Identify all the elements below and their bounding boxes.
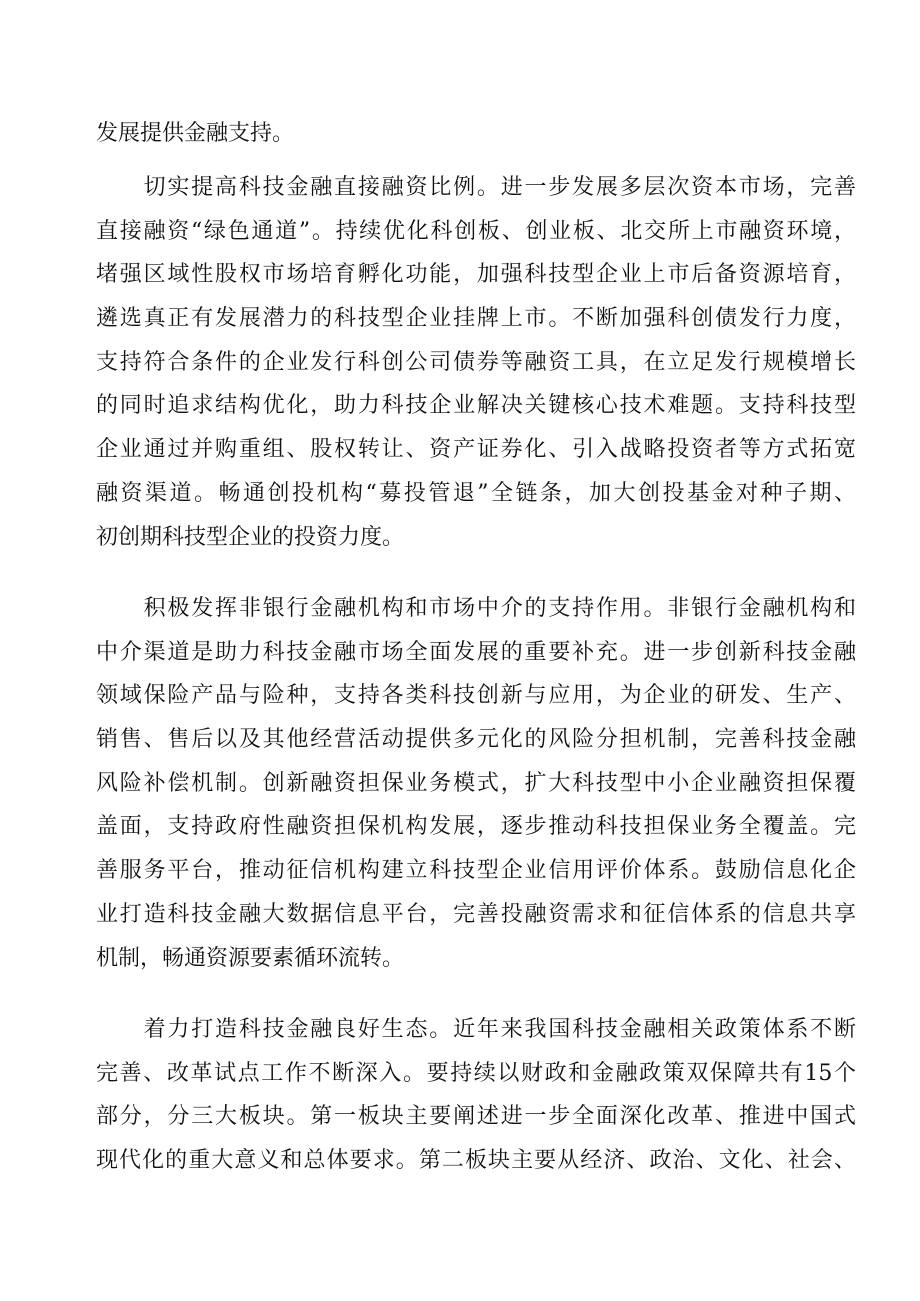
paragraph-line: 融资渠道。畅通创投机构“募投管退”全链条，加大创投基金对种子期、: [96, 480, 856, 506]
paragraph-line: 现代化的重大意义和总体要求。第二板块主要从经济、政治、文化、社会、: [96, 1148, 856, 1174]
paragraph-line: 机制，畅通资源要素循环流转。: [96, 945, 405, 971]
paragraph-line: 中介渠道是助力科技金融市场全面发展的重要补充。进一步创新科技金融: [96, 639, 856, 665]
paragraph-line: 着力打造科技金融良好生态。近年来我国科技金融相关政策体系不断: [96, 1017, 856, 1042]
paragraph-line: 初创期科技型企业的投资力度。: [96, 524, 405, 550]
paragraph-line: 销售、售后以及其他经营活动提供多元化的风险分担机制，完善科技金融: [96, 727, 856, 753]
paragraph-line: 发展提供金融支持。: [96, 121, 295, 146]
paragraph-line: 盖面，支持政府性融资担保机构发展，逐步推动科技担保业务全覆盖。完: [96, 814, 856, 840]
paragraph-line: 积极发挥非银行金融机构和市场中介的支持作用。非银行金融机构和: [96, 596, 856, 621]
paragraph-line: 支持符合条件的企业发行科创公司债券等融资工具，在立足发行规模增长: [96, 349, 856, 375]
paragraph-line: 完善、改革试点工作不断深入。要持续以财政和金融政策双保障共有15个: [96, 1060, 856, 1086]
paragraph-direct-financing: [96, 166, 856, 559]
paragraph-line: 部分，分三大板块。第一板块主要阐述进一步全面深化改革、推进中国式: [96, 1104, 856, 1130]
paragraph-line: 的同时追求结构优化，助力科技企业解决关键核心技术难题。支持科技型: [96, 393, 856, 419]
paragraph-line: 遴选真正有发展潜力的科技型企业挂牌上市。不断加强科创债发行力度，: [96, 306, 856, 332]
paragraph-line: 切实提高科技金融直接融资比例。进一步发展多层次资本市场，完善: [96, 175, 856, 200]
paragraph-line: 堵强区域性股权市场培育孵化功能，加强科技型企业上市后备资源培育，: [96, 262, 856, 288]
paragraph-line: 企业通过并购重组、股权转让、资产证券化、引入战略投资者等方式拓宽: [96, 437, 856, 463]
paragraph-ecosystem: [96, 1008, 856, 1183]
paragraph-line: 风险补偿机制。创新融资担保业务模式，扩大科技型中小企业融资担保覆: [96, 770, 856, 796]
paragraph-non-bank-institutions: [96, 587, 856, 980]
paragraph-intro-tail: [96, 112, 856, 156]
paragraph-line: 善服务平台，推动征信机构建立科技型企业信用评价体系。鼓励信息化企: [96, 858, 856, 884]
paragraph-line: 业打造科技金融大数据信息平台，完善投融资需求和征信体系的信息共享: [96, 901, 856, 927]
paragraph-line: 领域保险产品与险种，支持各类科技创新与应用，为企业的研发、生产、: [96, 683, 856, 709]
paragraph-line: 直接融资“绿色通道”。持续优化科创板、创业板、北交所上市融资环境，: [96, 218, 856, 244]
